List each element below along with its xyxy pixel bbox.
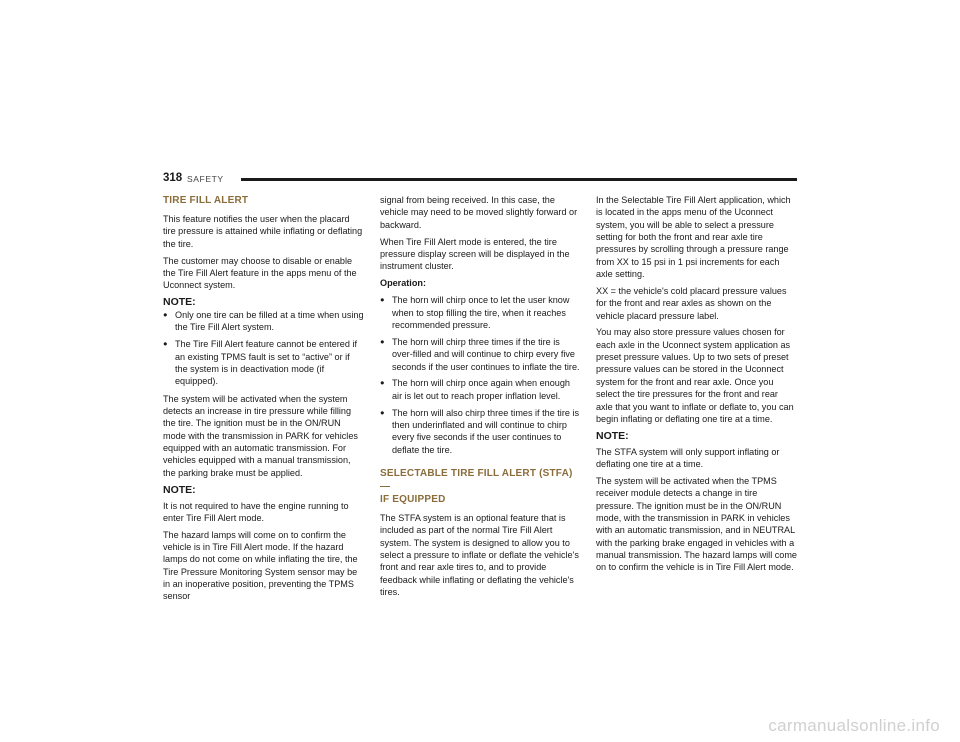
heading-line: IF EQUIPPED: [380, 494, 446, 506]
note-label: NOTE:: [163, 483, 196, 496]
heading-stfa: [380, 467, 581, 506]
note-label: NOTE:: [163, 296, 196, 309]
paragraph: When Tire Fill Alert mode is entered, the tire pressure display screen will be displayed in the instrument cluster.: [380, 236, 570, 272]
column-1: [163, 194, 364, 607]
section-title: SAFETY: [187, 174, 224, 184]
column-2: [380, 194, 581, 603]
paragraph: This feature notifies the user when the placard tire pressure is attained while inflating or deflating the tire.: [163, 214, 363, 249]
paragraph: XX = the vehicle's cold placard pressure values for the front and rear axles as shown on the vehicle placard pressure label.: [596, 285, 787, 321]
watermark: carmanualsonline.info: [768, 716, 940, 735]
paragraph: The STFA system is an optional feature that is included as part of the normal Tire Fill Alert system. The system is designed to allow you to select a pressure to inflate or deflate the vehicle's front and rear axle tires to, and to provide feedback while inflating or deflating the vehicle's tires.: [380, 513, 579, 598]
column-3: [596, 194, 797, 578]
header-rule: [241, 178, 797, 181]
operation-list: [380, 294, 581, 456]
list-item: ● The horn will chirp once to let the user know when to stop filling the tire, when it reaches recommended pressure.: [380, 294, 581, 331]
note-label: NOTE:: [596, 429, 629, 442]
heading-line: SELECTABLE TIRE FILL ALERT (STFA) —: [380, 468, 573, 493]
list-item: ● The Tire Fill Alert feature cannot be entered if an existing TPMS fault is set to “active” or if the system is in deactivation mode (if equipped).: [163, 338, 364, 387]
heading-tire-fill-alert: TIRE FILL ALERT: [163, 195, 249, 206]
paragraph: signal from being received. In this case, the vehicle may need to be moved slightly forward or backward.: [380, 195, 578, 230]
paragraph: In the Selectable Tire Fill Alert application, which is located in the apps menu of the Uconnect system, you will be able to select a pressure setting for both the front and rear axle tire pressures by scrolling through a pressure range from XX to 15 psi in 1 psi increments for each axle setting.: [596, 195, 791, 280]
page-header: [163, 170, 797, 186]
operation-label: Operation:: [380, 278, 426, 289]
paragraph: The system will be activated when the system detects an increase in tire pressure while filling the tire. The ignition must be in the ON/RUN mode with the transmission in PARK for vehicles equipped with an automatic transmission. For vehicles equipped with a manual transmission, the parking brake must be applied.: [163, 393, 358, 478]
note-text: It is not required to have the engine running to enter Tire Fill Alert mode.: [163, 500, 349, 523]
page-number: 318: [163, 172, 183, 184]
note-list: [163, 309, 364, 388]
list-item: ● Only one tire can be filled at a time when using the Tire Fill Alert system.: [163, 309, 364, 334]
list-item: ● The horn will also chirp three times if the tire is then underinflated and will continue to chirp every five seconds if the user continues to deflate the tire.: [380, 407, 581, 456]
paragraph: The hazard lamps will come on to confirm the vehicle is in Tire Fill Alert mode. If the hazard lamps do not come on while inflating the tire, the Tire Pressure Monitoring System sensor may be in an inoperative position, preventing the TPMS sensor: [163, 529, 358, 602]
paragraph: The customer may choose to disable or enable the Tire Fill Alert feature in the apps menu of the Uconnect system.: [163, 255, 357, 291]
paragraph: The system will be activated when the TPMS receiver module detects a change in tire pressure. The ignition must be in the ON/RUN mode, with the transmission in PARK in vehicles with an automatic transmission, and in NEUTRAL with the parking brake engaged in vehicles with a manual transmission. The hazard lamps will come on to confirm the vehicle is in Tire Fill Alert mode.: [596, 475, 797, 573]
note-text: The STFA system will only support inflating or deflating one tire at a time.: [596, 446, 780, 470]
list-item: ● The horn will chirp once again when enough air is let out to reach proper inflation level.: [380, 377, 581, 402]
list-item: ● The horn will chirp three times if the tire is over-filled and will continue to chirp every five seconds if the user continues to inflate the tire.: [380, 336, 581, 373]
paragraph: You may also store pressure values chosen for each axle in the Uconnect system application as preset pressure values. Up to two sets of preset pressure values can be stored in the Uconnect system for the front and rear axle. Once you select the tire pressures for the front and rear axle that you want to inflate or deflate to, you can begin inflating or deflating one tire at a time.: [596, 327, 794, 424]
